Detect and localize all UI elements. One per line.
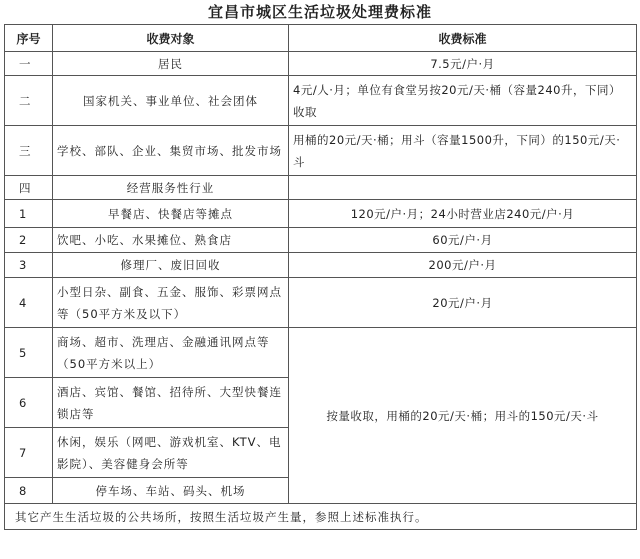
row-seq: 5 (5, 328, 53, 378)
row-seq: 1 (5, 200, 53, 228)
row-fee: 7.5元/户·月 (289, 52, 637, 76)
row-fee: 4元/人·月；单位有食堂另按20元/天·桶（容量240升，下同）收取 (289, 76, 637, 126)
row-object: 小型日杂、副食、五金、服饰、彩票网点等（50平方米及以下） (53, 278, 289, 328)
row-object: 修理厂、废旧回收 (53, 253, 289, 278)
row-fee: 60元/户·月 (289, 228, 637, 253)
row-seq: 7 (5, 428, 53, 478)
header-seq: 序号 (5, 25, 53, 52)
row-fee: 用桶的20元/天·桶；用斗（容量1500升，下同）的150元/天·斗 (289, 126, 637, 176)
row-object: 停车场、车站、码头、机场 (53, 478, 289, 504)
page-title: 宜昌市城区生活垃圾处理费标准 (207, 3, 432, 21)
row-fee: 120元/户·月；24小时营业店240元/户·月 (289, 200, 637, 228)
row-seq: 四 (5, 176, 53, 200)
table-row (5, 278, 637, 328)
table-row (5, 126, 637, 176)
table-row (5, 253, 637, 278)
row-seq: 三 (5, 126, 53, 176)
table-row (5, 176, 637, 200)
table-header-row (5, 25, 637, 52)
table-row (5, 52, 637, 76)
row-object: 早餐店、快餐店等摊点 (53, 200, 289, 228)
row-object: 休闲，娱乐（网吧、游戏机室、KTV、电影院）、美容健身会所等 (53, 428, 289, 478)
row-seq: 4 (5, 278, 53, 328)
row-fee (289, 176, 637, 200)
row-seq: 二 (5, 76, 53, 126)
row-fee-merged: 按量收取，用桶的20元/天·桶；用斗的150元/天·斗 (289, 328, 637, 504)
row-object: 酒店、宾馆、餐馆、招待所、大型快餐连锁店等 (53, 378, 289, 428)
fee-standard-table (4, 24, 637, 530)
row-object: 国家机关、事业单位、社会团体 (53, 76, 289, 126)
header-fee: 收费标准 (289, 25, 637, 52)
row-object: 经营服务性行业 (53, 176, 289, 200)
table-footer-row (5, 504, 637, 530)
row-seq: 3 (5, 253, 53, 278)
table-row (5, 76, 637, 126)
row-fee: 200元/户·月 (289, 253, 637, 278)
row-seq: 2 (5, 228, 53, 253)
row-seq: 6 (5, 378, 53, 428)
table-row (5, 328, 637, 378)
table-row (5, 200, 637, 228)
footer-note: 其它产生生活垃圾的公共场所，按照生活垃圾产生量，参照上述标准执行。 (5, 504, 637, 530)
row-object: 居民 (53, 52, 289, 76)
row-object: 饮吧、小吃、水果摊位、熟食店 (53, 228, 289, 253)
row-seq: 8 (5, 478, 53, 504)
table-row (5, 228, 637, 253)
row-seq: 一 (5, 52, 53, 76)
row-object: 学校、部队、企业、集贸市场、批发市场 (53, 126, 289, 176)
row-object: 商场、超市、洗理店、金融通讯网点等（50平方米以上） (53, 328, 289, 378)
header-object: 收费对象 (53, 25, 289, 52)
row-fee: 20元/户·月 (289, 278, 637, 328)
